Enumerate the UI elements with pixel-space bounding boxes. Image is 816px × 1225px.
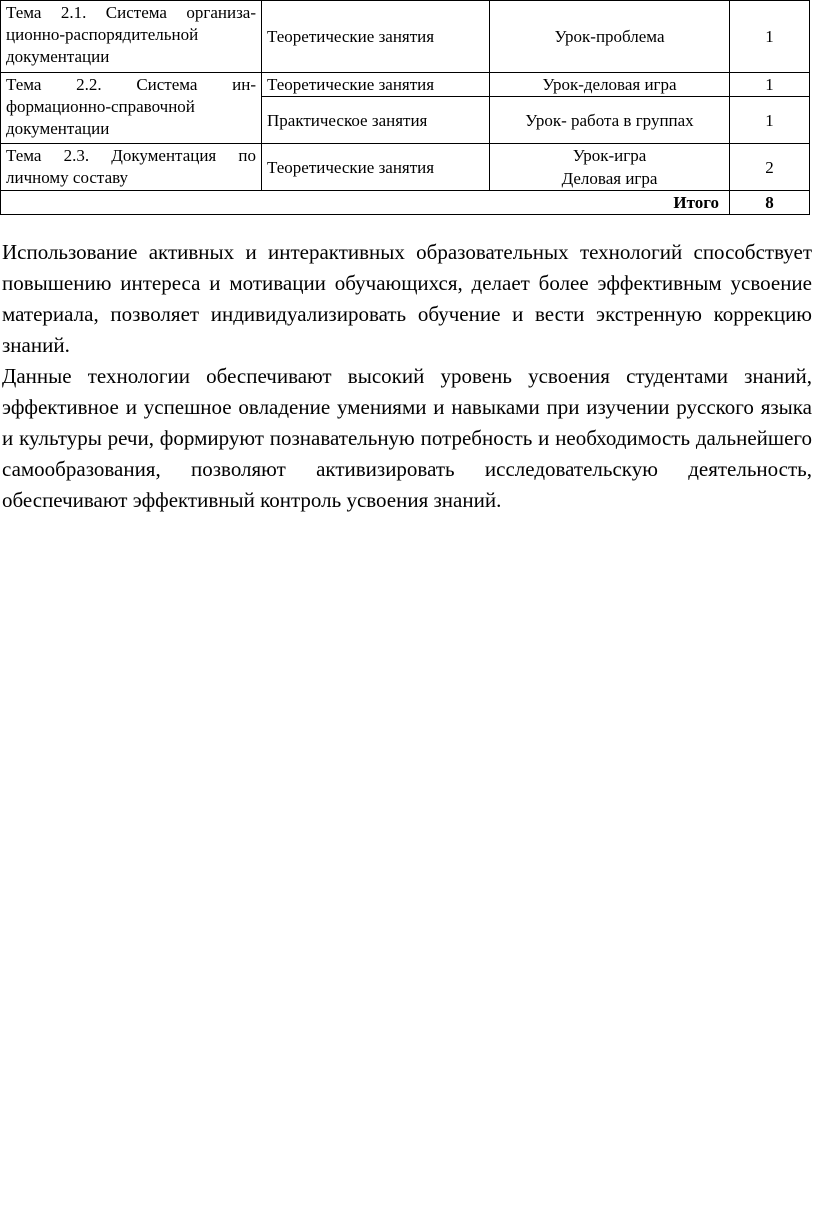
- lesson-form-line: Урок-игра: [572, 146, 647, 165]
- topic-cell: Тема 2.3. Документация по личному составу: [1, 144, 262, 191]
- table-row: [1, 144, 810, 191]
- total-row: [1, 191, 810, 215]
- lesson-form-cell: Урок-деловая игра: [490, 73, 730, 97]
- lesson-kind-cell: Теоретические занятия: [262, 144, 490, 191]
- lesson-form-cell: Урок- работа в группах: [490, 97, 730, 144]
- table-row: [1, 1, 810, 73]
- hours-cell: 2: [730, 144, 810, 191]
- lesson-form-cell: [490, 144, 730, 191]
- hours-cell: 1: [730, 1, 810, 73]
- lesson-kind-cell: Теоретические занятия: [262, 73, 490, 97]
- table-row: [1, 73, 810, 97]
- topic-cell: Тема 2.2. Система ин-формационно-справочной документации: [1, 73, 262, 144]
- total-value: 8: [730, 191, 810, 215]
- lesson-plan-table: [0, 0, 810, 215]
- body-text: [2, 237, 812, 516]
- lesson-kind-cell: Теоретические занятия: [262, 1, 490, 73]
- paragraph: Данные технологии обеспечивают высокий уровень усвоения студентами знаний, эффективное и успешное овладение умениями и навыками при изучении русского языка и культуры речи, формируют познавательную потребность и необходимость дальнейшего самообразования, позволяют активизировать исследовательскую деятельность, обеспечивают эффективный контроль усвоения знаний.: [2, 364, 812, 512]
- total-label: Итого: [1, 191, 730, 215]
- paragraph: Использование активных и интерактивных образовательных технологий способствует повышению интереса и мотивации обучающихся, делает более эффективным усвоение материала, позволяет индивидуализировать обучение и вести экстренную коррекцию знаний.: [2, 240, 812, 357]
- lesson-form-line: Деловая игра: [561, 169, 658, 188]
- hours-cell: 1: [730, 97, 810, 144]
- topic-cell: Тема 2.1. Система организа-ционно-распорядительной документации: [1, 1, 262, 73]
- lesson-form-cell: Урок-проблема: [490, 1, 730, 73]
- lesson-kind-cell: Практическое занятия: [262, 97, 490, 144]
- hours-cell: 1: [730, 73, 810, 97]
